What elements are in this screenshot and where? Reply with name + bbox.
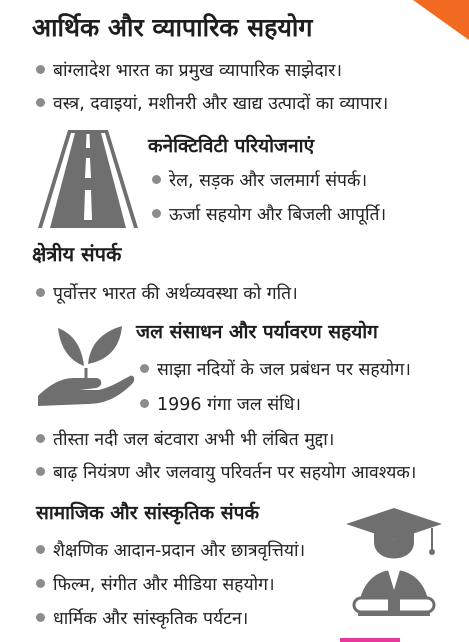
list-item: ऊर्जा सहयोग और बिजली आपूर्ति। (152, 202, 386, 226)
bullet-icon (152, 175, 161, 184)
list-item: वस्त्र, दवाइयां, मशीनरी और खाद्य उत्पादों का व्यापार। (36, 91, 388, 115)
section-title-regional: क्षेत्रीय संपर्क (32, 242, 122, 266)
list-item: धार्मिक और सांस्कृतिक पर्यटन। (36, 606, 248, 630)
plant-hand-icon (36, 316, 136, 408)
list-item: पूर्वोत्तर भारत की अर्थव्यवस्था को गति। (36, 281, 298, 305)
bottom-accent (340, 638, 400, 642)
list-item: बांग्लादेश भारत का प्रमुख व्यापारिक साझेदार। (36, 58, 342, 82)
list-item: शैक्षणिक आदान-प्रदान और छात्रवृत्तियां। (36, 538, 305, 562)
list-item: तीस्ता नदी जल बंटवारा अभी भी लंबित मुद्दा। (36, 427, 334, 451)
bullet-icon (36, 434, 45, 443)
bullet-icon (36, 467, 45, 476)
section-title-social: सामाजिक और सांस्कृतिक संपर्क (36, 502, 260, 524)
section-title-water: जल संसाधन और पर्यावरण सहयोग (136, 321, 378, 343)
bullet-icon (36, 288, 45, 297)
section-title-connectivity: कनेक्टिविटी परियोजनाएं (148, 135, 315, 157)
corner-accent (413, 0, 469, 40)
bullet-icon (36, 545, 45, 554)
road-icon (38, 130, 138, 228)
bullet-icon (36, 579, 45, 588)
section-title-economic: आर्थिक और व्यापारिक सहयोग (32, 13, 313, 42)
bullet-icon (140, 399, 149, 408)
bullet-icon (140, 364, 149, 373)
bullet-icon (36, 98, 45, 107)
list-item: 1996 गंगा जल संधि। (140, 392, 301, 416)
list-item: फिल्म, संगीत और मीडिया सहयोग। (36, 572, 275, 596)
list-item: रेल, सड़क और जलमार्ग संपर्क। (152, 168, 367, 192)
bullet-icon (36, 65, 45, 74)
list-item: साझा नदियों के जल प्रबंधन पर सहयोग। (140, 357, 411, 381)
bullet-icon (152, 209, 161, 218)
graduate-icon (344, 506, 444, 626)
list-item: बाढ़ नियंत्रण और जलवायु परिवर्तन पर सहयोग आवश्यक। (36, 460, 416, 484)
bullet-icon (36, 613, 45, 622)
